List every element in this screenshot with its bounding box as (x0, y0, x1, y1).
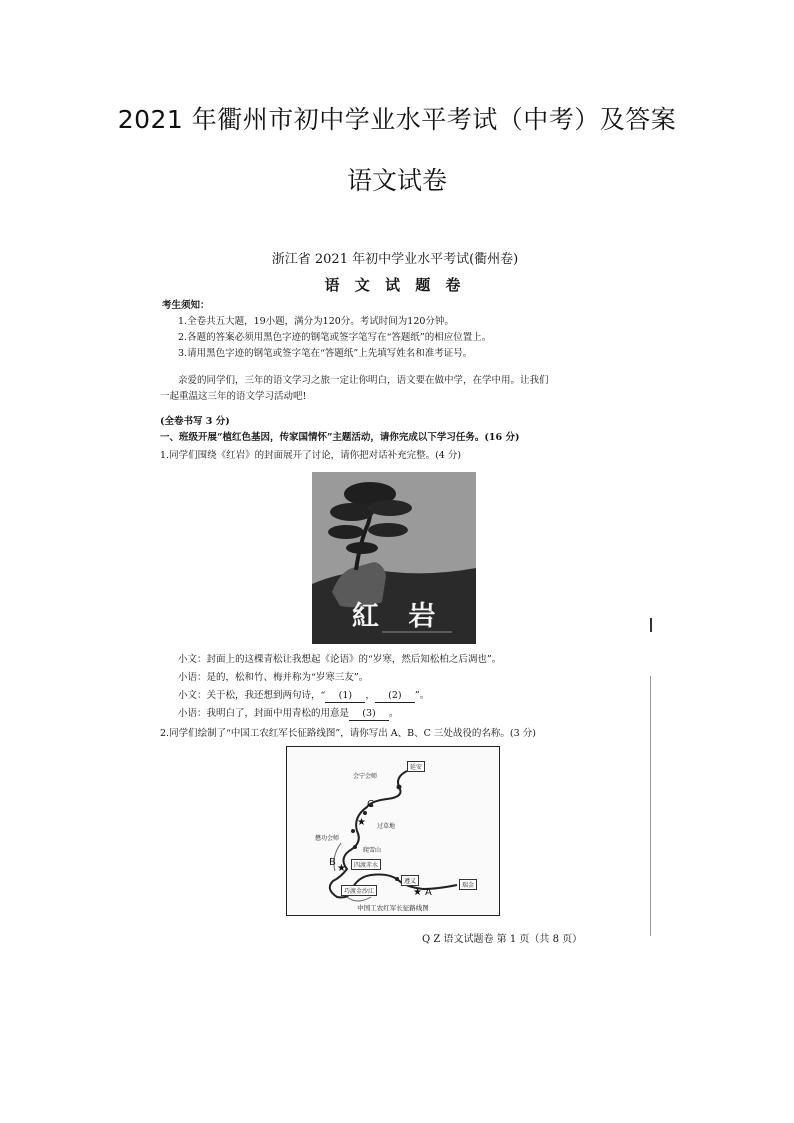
map-point (397, 785, 402, 790)
map-label-maogong: 懋功会师 (315, 835, 340, 842)
svg-text:★: ★ (413, 887, 422, 898)
map-label-jinsha: 巧渡金沙江 (341, 885, 377, 896)
map-label-ruijin: 瑞金 (459, 879, 477, 890)
book-cover-image (312, 472, 476, 644)
map-label-huining: 会宁会师 (353, 773, 378, 780)
svg-text:★: ★ (357, 817, 366, 828)
scanned-exam-page (160, 238, 650, 950)
dialog-text: ”。 (414, 690, 430, 701)
map-caption: 中国工农红军长征路线图 (357, 904, 429, 912)
scan-edge-line (650, 676, 651, 936)
notice-item: 2.各题的答案必须用黑色字迹的钢笔或签字笔写在“答题纸”的相应位置上。 (178, 332, 492, 343)
exam-title: 浙江省 2021 年初中学业水平考试(衢州卷) (271, 252, 519, 267)
notice-item: 1.全卷共五大题，19小题，满分为120分。考试时间为120分钟。 (178, 316, 454, 327)
exam-subtitle: 语 文 试 题 卷 (324, 276, 466, 294)
map-label-yanan: 延安 (407, 761, 425, 772)
intro-text: 亲爱的同学们，三年的语文学习之旅一定让你明白，语文要在做中学，在学中用。让我们 (178, 375, 549, 386)
map-letter-a: A (425, 887, 432, 898)
dialog-line (178, 690, 429, 703)
dialog-text: 小语：我明白了，封面中用青松的用意是 (178, 708, 350, 719)
cover-title: 紅 岩 (352, 601, 446, 632)
document-title: 2021 年衢州市初中学业水平考试（中考）及答案 (117, 105, 677, 134)
section-heading: 一、班级开展“植红色基因，传家国情怀”主题活动，请你完成以下学习任务。(16 分) (160, 432, 520, 443)
dialog-text: ， (365, 690, 375, 701)
dialog-line: 小语：是的，松和竹、梅并称为“岁寒三友”。 (178, 672, 369, 683)
map-label-xueshan: 爬雪山 (363, 847, 382, 854)
document-subtitle: 语文试卷 (346, 166, 447, 195)
map-label-guocaodi: 过草地 (377, 823, 396, 830)
answer-blank-3[interactable]: (3) (349, 708, 389, 721)
map-letter-b: B (329, 857, 336, 868)
map-label-sidu: 四渡赤水 (351, 859, 381, 870)
dialog-text: 小文：关于松，我还想到两句诗，“ (178, 690, 326, 701)
long-march-route-map (286, 746, 500, 916)
notice-item: 3.请用黑色字迹的钢笔或签字笔在“答题纸”上先填写姓名和准考证号。 (178, 348, 473, 359)
dialog-line (178, 708, 399, 721)
page-footer: Q Z 语文试题卷 第 1 页（共 8 页） (422, 934, 583, 945)
scan-edge-mark (650, 618, 652, 632)
map-letter-c: C (367, 799, 374, 810)
handwriting-score: (全卷书写 3 分) (160, 416, 230, 427)
svg-text:★: ★ (337, 863, 346, 874)
answer-blank-2[interactable]: (2) (375, 690, 415, 703)
answer-blank-1[interactable]: (1) (325, 690, 365, 703)
question-2: 2.同学们绘制了“中国工农红军长征路线图”，请你写出 A、B、C 三处战役的名称。(3 分) (160, 728, 536, 739)
question-1: 1.同学们围绕《红岩》的封面展开了讨论，请你把对话补充完整。(4 分) (160, 450, 462, 461)
dialog-line: 小文：封面上的这棵青松让我想起《论语》的“岁寒，然后知松柏之后凋也”。 (178, 654, 502, 665)
dialog-text: 。 (389, 708, 399, 719)
intro-text: 一起重温这三年的语文学习活动吧! (160, 391, 307, 402)
map-label-zunyi: 遵义 (401, 875, 419, 886)
notice-heading: 考生须知： (162, 300, 210, 311)
